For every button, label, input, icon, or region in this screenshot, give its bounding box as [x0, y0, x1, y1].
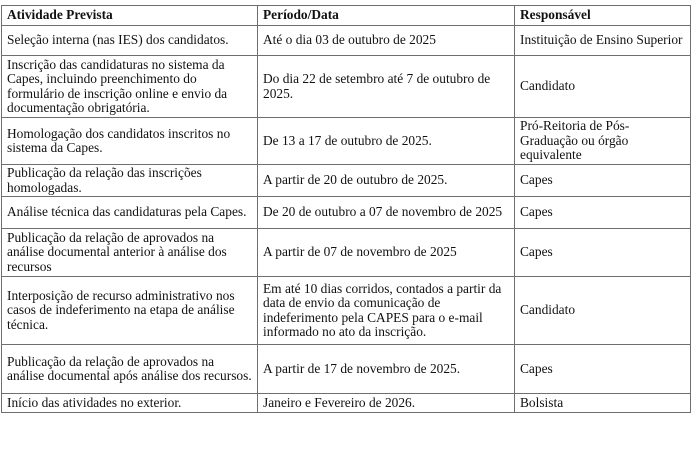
period-cell: Janeiro e Fevereiro de 2026.: [258, 394, 515, 413]
activity-cell: Análise técnica das candidaturas pela Capes.: [2, 197, 258, 229]
period-cell: Até o dia 03 de outubro de 2025: [258, 26, 515, 56]
table-header-row: [2, 6, 691, 26]
period-cell: A partir de 07 de novembro de 2025: [258, 229, 515, 277]
responsible-cell: Candidato: [515, 56, 691, 118]
activity-cell: Seleção interna (nas IES) dos candidatos.: [2, 26, 258, 56]
period-cell: Do dia 22 de setembro até 7 de outubro de 2025.: [258, 56, 515, 118]
responsible-cell: Pró-Reitoria de Pós-Graduação ou órgão equivalente: [515, 118, 691, 165]
responsible-cell: Instituição de Ensino Superior: [515, 26, 691, 56]
period-cell: De 13 a 17 de outubro de 2025.: [258, 118, 515, 165]
period-cell: De 20 de outubro a 07 de novembro de 2025: [258, 197, 515, 229]
header-periodo: Período/Data: [258, 6, 515, 26]
table-row: [2, 118, 691, 165]
responsible-cell: Capes: [515, 229, 691, 277]
header-responsavel: Responsável: [515, 6, 691, 26]
table-row: [2, 394, 691, 413]
activity-cell: Início das atividades no exterior.: [2, 394, 258, 413]
table-row: [2, 26, 691, 56]
period-cell: A partir de 17 de novembro de 2025.: [258, 345, 515, 394]
schedule-table: [1, 5, 691, 413]
period-cell: Em até 10 dias corridos, contados a partir da data de envio da comunicação de indeferimento pela CAPES para o e-mail informado no ato da inscrição.: [258, 277, 515, 345]
responsible-cell: Bolsista: [515, 394, 691, 413]
activity-cell: Homologação dos candidatos inscritos no sistema da Capes.: [2, 118, 258, 165]
activity-cell: Publicação da relação das inscrições homologadas.: [2, 165, 258, 197]
activity-cell: Publicação da relação de aprovados na análise documental após análise dos recursos.: [2, 345, 258, 394]
activity-cell: Publicação da relação de aprovados na análise documental anterior à análise dos recursos: [2, 229, 258, 277]
table-row: [2, 197, 691, 229]
activity-cell: Interposição de recurso administrativo nos casos de indeferimento na etapa de análise técnica.: [2, 277, 258, 345]
table-row: [2, 345, 691, 394]
period-cell: A partir de 20 de outubro de 2025.: [258, 165, 515, 197]
responsible-cell: Capes: [515, 197, 691, 229]
activity-cell: Inscrição das candidaturas no sistema da Capes, incluindo preenchimento do formulário de inscrição online e envio da documentação obrigatória.: [2, 56, 258, 118]
table-row: [2, 277, 691, 345]
responsible-cell: Capes: [515, 165, 691, 197]
responsible-cell: Capes: [515, 345, 691, 394]
table-row: [2, 229, 691, 277]
responsible-cell: Candidato: [515, 277, 691, 345]
table-row: [2, 56, 691, 118]
table-row: [2, 165, 691, 197]
header-atividade: Atividade Prevista: [2, 6, 258, 26]
